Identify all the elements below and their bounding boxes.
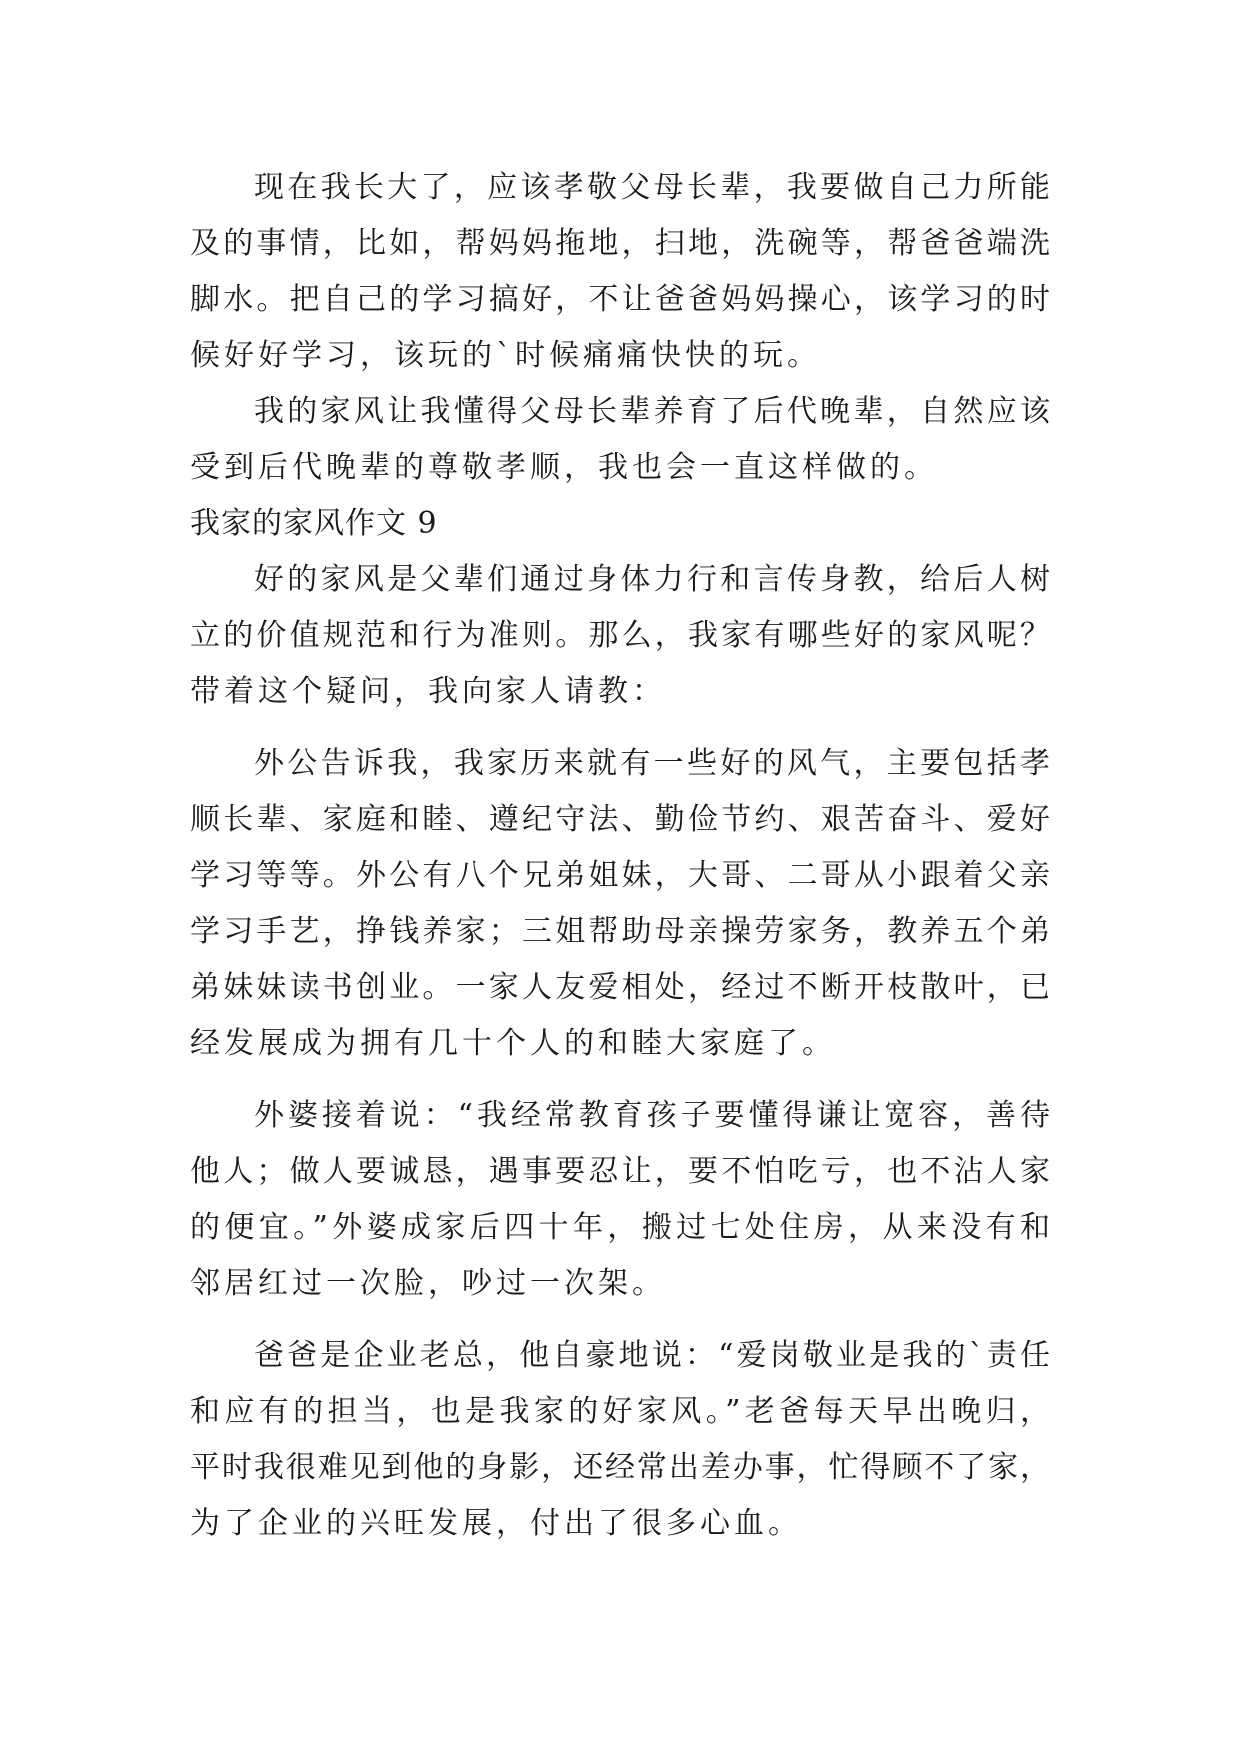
paragraph-6-line-2: 和应有的担当，也是我家的好家风。”老爸每天早出晚归， xyxy=(190,1394,1050,1429)
paragraph-3-line-3: 带着这个疑问，我向家人请教： xyxy=(190,674,666,709)
paragraph-5-line-3: 的便宜。”外婆成家后四十年，搬过七处住房，从来没有和 xyxy=(190,1210,1050,1245)
paragraph-4-line-5: 弟妹妹读书创业。一家人友爱相处，经过不断开枝散叶，已 xyxy=(190,970,1050,1005)
paragraph-2-line-2: 受到后代晚辈的尊敬孝顺，我也会一直这样做的。 xyxy=(190,450,938,485)
paragraph-6-line-4: 为了企业的兴旺发展，付出了很多心血。 xyxy=(190,1506,802,1541)
paragraph-6-line-3: 平时我很难见到他的身影，还经常出差办事，忙得顾不了家， xyxy=(190,1450,1050,1485)
paragraph-3-line-2: 立的价值规范和行为准则。那么，我家有哪些好的家风呢？ xyxy=(190,618,1050,653)
paragraph-1-line-2: 及的事情，比如，帮妈妈拖地，扫地，洗碗等，帮爸爸端洗 xyxy=(190,226,1050,261)
paragraph-5-line-2: 他人；做人要诚恳，遇事要忍让，要不怕吃亏，也不沾人家 xyxy=(190,1154,1050,1189)
paragraph-1-line-3: 脚水。把自己的学习搞好，不让爸爸妈妈操心，该学习的时 xyxy=(190,282,1050,317)
paragraph-1-line-4: 候好好学习，该玩的`时候痛痛快快的玩。 xyxy=(190,338,821,373)
paragraph-3-line-1: 好的家风是父辈们通过身体力行和言传身教，给后人树 xyxy=(254,562,1050,597)
paragraph-5-line-1: 外婆接着说：“我经常教育孩子要懂得谦让宽容，善待 xyxy=(254,1098,1050,1133)
paragraph-4-line-6: 经发展成为拥有几十个人的和睦大家庭了。 xyxy=(190,1026,836,1061)
paragraph-5-line-4: 邻居红过一次脸，吵过一次架。 xyxy=(190,1266,666,1301)
paragraph-4-line-1: 外公告诉我，我家历来就有一些好的风气，主要包括孝 xyxy=(254,746,1050,781)
paragraph-4-line-2: 顺长辈、家庭和睦、遵纪守法、勤俭节约、艰苦奋斗、爱好 xyxy=(190,802,1050,837)
paragraph-4-line-3: 学习等等。外公有八个兄弟姐妹，大哥、二哥从小跟着父亲 xyxy=(190,858,1050,893)
section-heading: 我家的家风作文 9 xyxy=(190,506,438,541)
paragraph-6-line-1: 爸爸是企业老总，他自豪地说：“爱岗敬业是我的`责任 xyxy=(254,1338,1050,1373)
paragraph-1-line-1: 现在我长大了，应该孝敬父母长辈，我要做自己力所能 xyxy=(254,170,1050,205)
paragraph-4-line-4: 学习手艺，挣钱养家；三姐帮助母亲操劳家务，教养五个弟 xyxy=(190,914,1050,949)
paragraph-2-line-1: 我的家风让我懂得父母长辈养育了后代晚辈，自然应该 xyxy=(254,394,1050,429)
